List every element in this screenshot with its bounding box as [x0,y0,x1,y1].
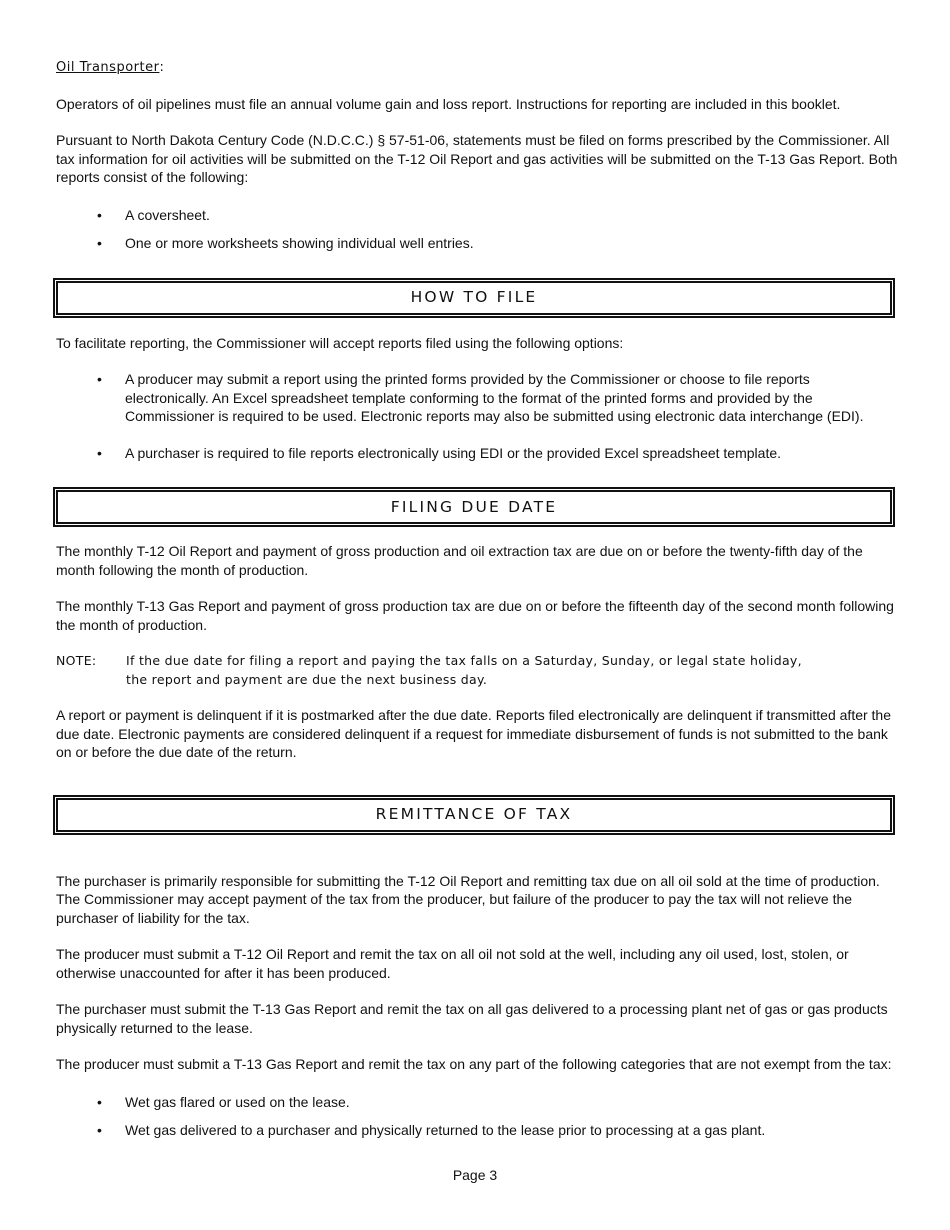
paragraph: The purchaser is primarily responsible for submitting the T-12 Oil Report and remitting tax due on all oil sold at the time of production. The Commissioner may accept payment of the tax from the producer, but failure of the producer to pay the tax will not relieve the purchaser of liability for the tax. [56,872,880,926]
paragraph: The monthly T-12 Oil Report and payment of gross production and oil extraction tax are due on or before the twenty-fifth day of the month following the month of production. [56,543,863,578]
bullet-icon: • [97,235,102,251]
oil-transporter-section [56,57,904,253]
note-text: If the due date for filing a report and paying the tax falls on a Saturday, Sunday, or legal state holiday, the report and payment are due the next business day. [126,653,802,687]
bullet-icon: • [97,1122,102,1138]
paragraph: Operators of oil pipelines must file an annual volume gain and loss report. Instructions for reporting are included in this booklet. [56,95,841,112]
banner-title: HOW TO FILE [410,288,538,307]
list-item [56,370,904,426]
note-block [56,651,904,689]
paragraph: Pursuant to North Dakota Century Code (N.D.C.C.) § 57-51-06, statements must be filed on forms prescribed by the Commissioner. All tax information for oil activities will be submitted on the T-12 Oil Report and gas activities will be submitted on the T-13 Gas Report. Both reports consist of the following: [56,132,898,185]
list-item [56,444,904,463]
section-heading [56,57,904,78]
bullet-icon: • [97,1093,102,1110]
paragraph: The producer must submit a T-12 Oil Report and remit the tax on all oil not sold at the well, including any oil used, lost, stolen, or otherwise unaccounted for after it has been produced. [56,946,849,981]
list-item-text: A purchaser is required to file reports electronically using EDI or the provided Excel spreadsheet template. [125,444,782,461]
note-label: NOTE: [56,653,97,668]
bullet-icon: • [97,371,102,387]
section-banner-how-to-file [53,278,895,318]
paragraph: A report or payment is delinquent if it is postmarked after the due date. Reports filed electronically are delinquent if transmitted after the due date. Electronic payments are considered delinquent if a request for immediate disbursement of funds is not submitted to the bank on or before the due date of the return. [56,707,892,760]
bullet-list [56,370,904,462]
paragraph: To facilitate reporting, the Commissioner will accept reports filed using the following options: [56,334,624,351]
paragraph: The purchaser must submit the T-13 Gas Report and remit the tax on all gas delivered to a processing plant net of gas or gas products physically returned to the lease. [56,1001,888,1036]
section-banner-remittance-of-tax [53,795,895,835]
list-item [56,1093,904,1112]
list-item-text: Wet gas flared or used on the lease. [125,1093,350,1110]
paragraph: The monthly T-13 Gas Report and payment of gross production tax are due on or before the fifteenth day of the second month following the month of production. [56,598,894,633]
section-banner-filing-due-date [53,487,895,527]
heading-colon: : [159,60,164,75]
bullet-list [56,206,904,253]
list-item-text: A producer may submit a report using the printed forms provided by the Commissioner or choose to file reports electronically. An Excel spreadsheet template conforming to the format of the printed forms and provided by the Commissioner is required to be used. Electronic reports may also be submitted using electronic data interchange (EDI). [125,371,864,424]
oil-transporter-heading: Oil Transporter [56,60,160,75]
list-item [56,1121,904,1140]
list-item-text: A coversheet. [125,206,210,223]
paragraph: The producer must submit a T-13 Gas Report and remit the tax on any part of the following categories that are not exempt from the tax: [56,1056,892,1072]
bullet-icon: • [97,206,102,223]
bullet-icon: • [97,444,102,461]
list-item-text: One or more worksheets showing individual well entries. [125,235,474,251]
banner-title: REMITTANCE OF TAX [375,805,573,824]
document-page [56,56,904,1140]
banner-title: FILING DUE DATE [390,497,558,516]
list-item [56,206,904,225]
list-item [56,234,904,253]
list-item-text: Wet gas delivered to a purchaser and physically returned to the lease prior to processing at a gas plant. [125,1122,766,1138]
page-number: Page 3 [452,1167,498,1183]
bullet-list [56,1093,904,1140]
